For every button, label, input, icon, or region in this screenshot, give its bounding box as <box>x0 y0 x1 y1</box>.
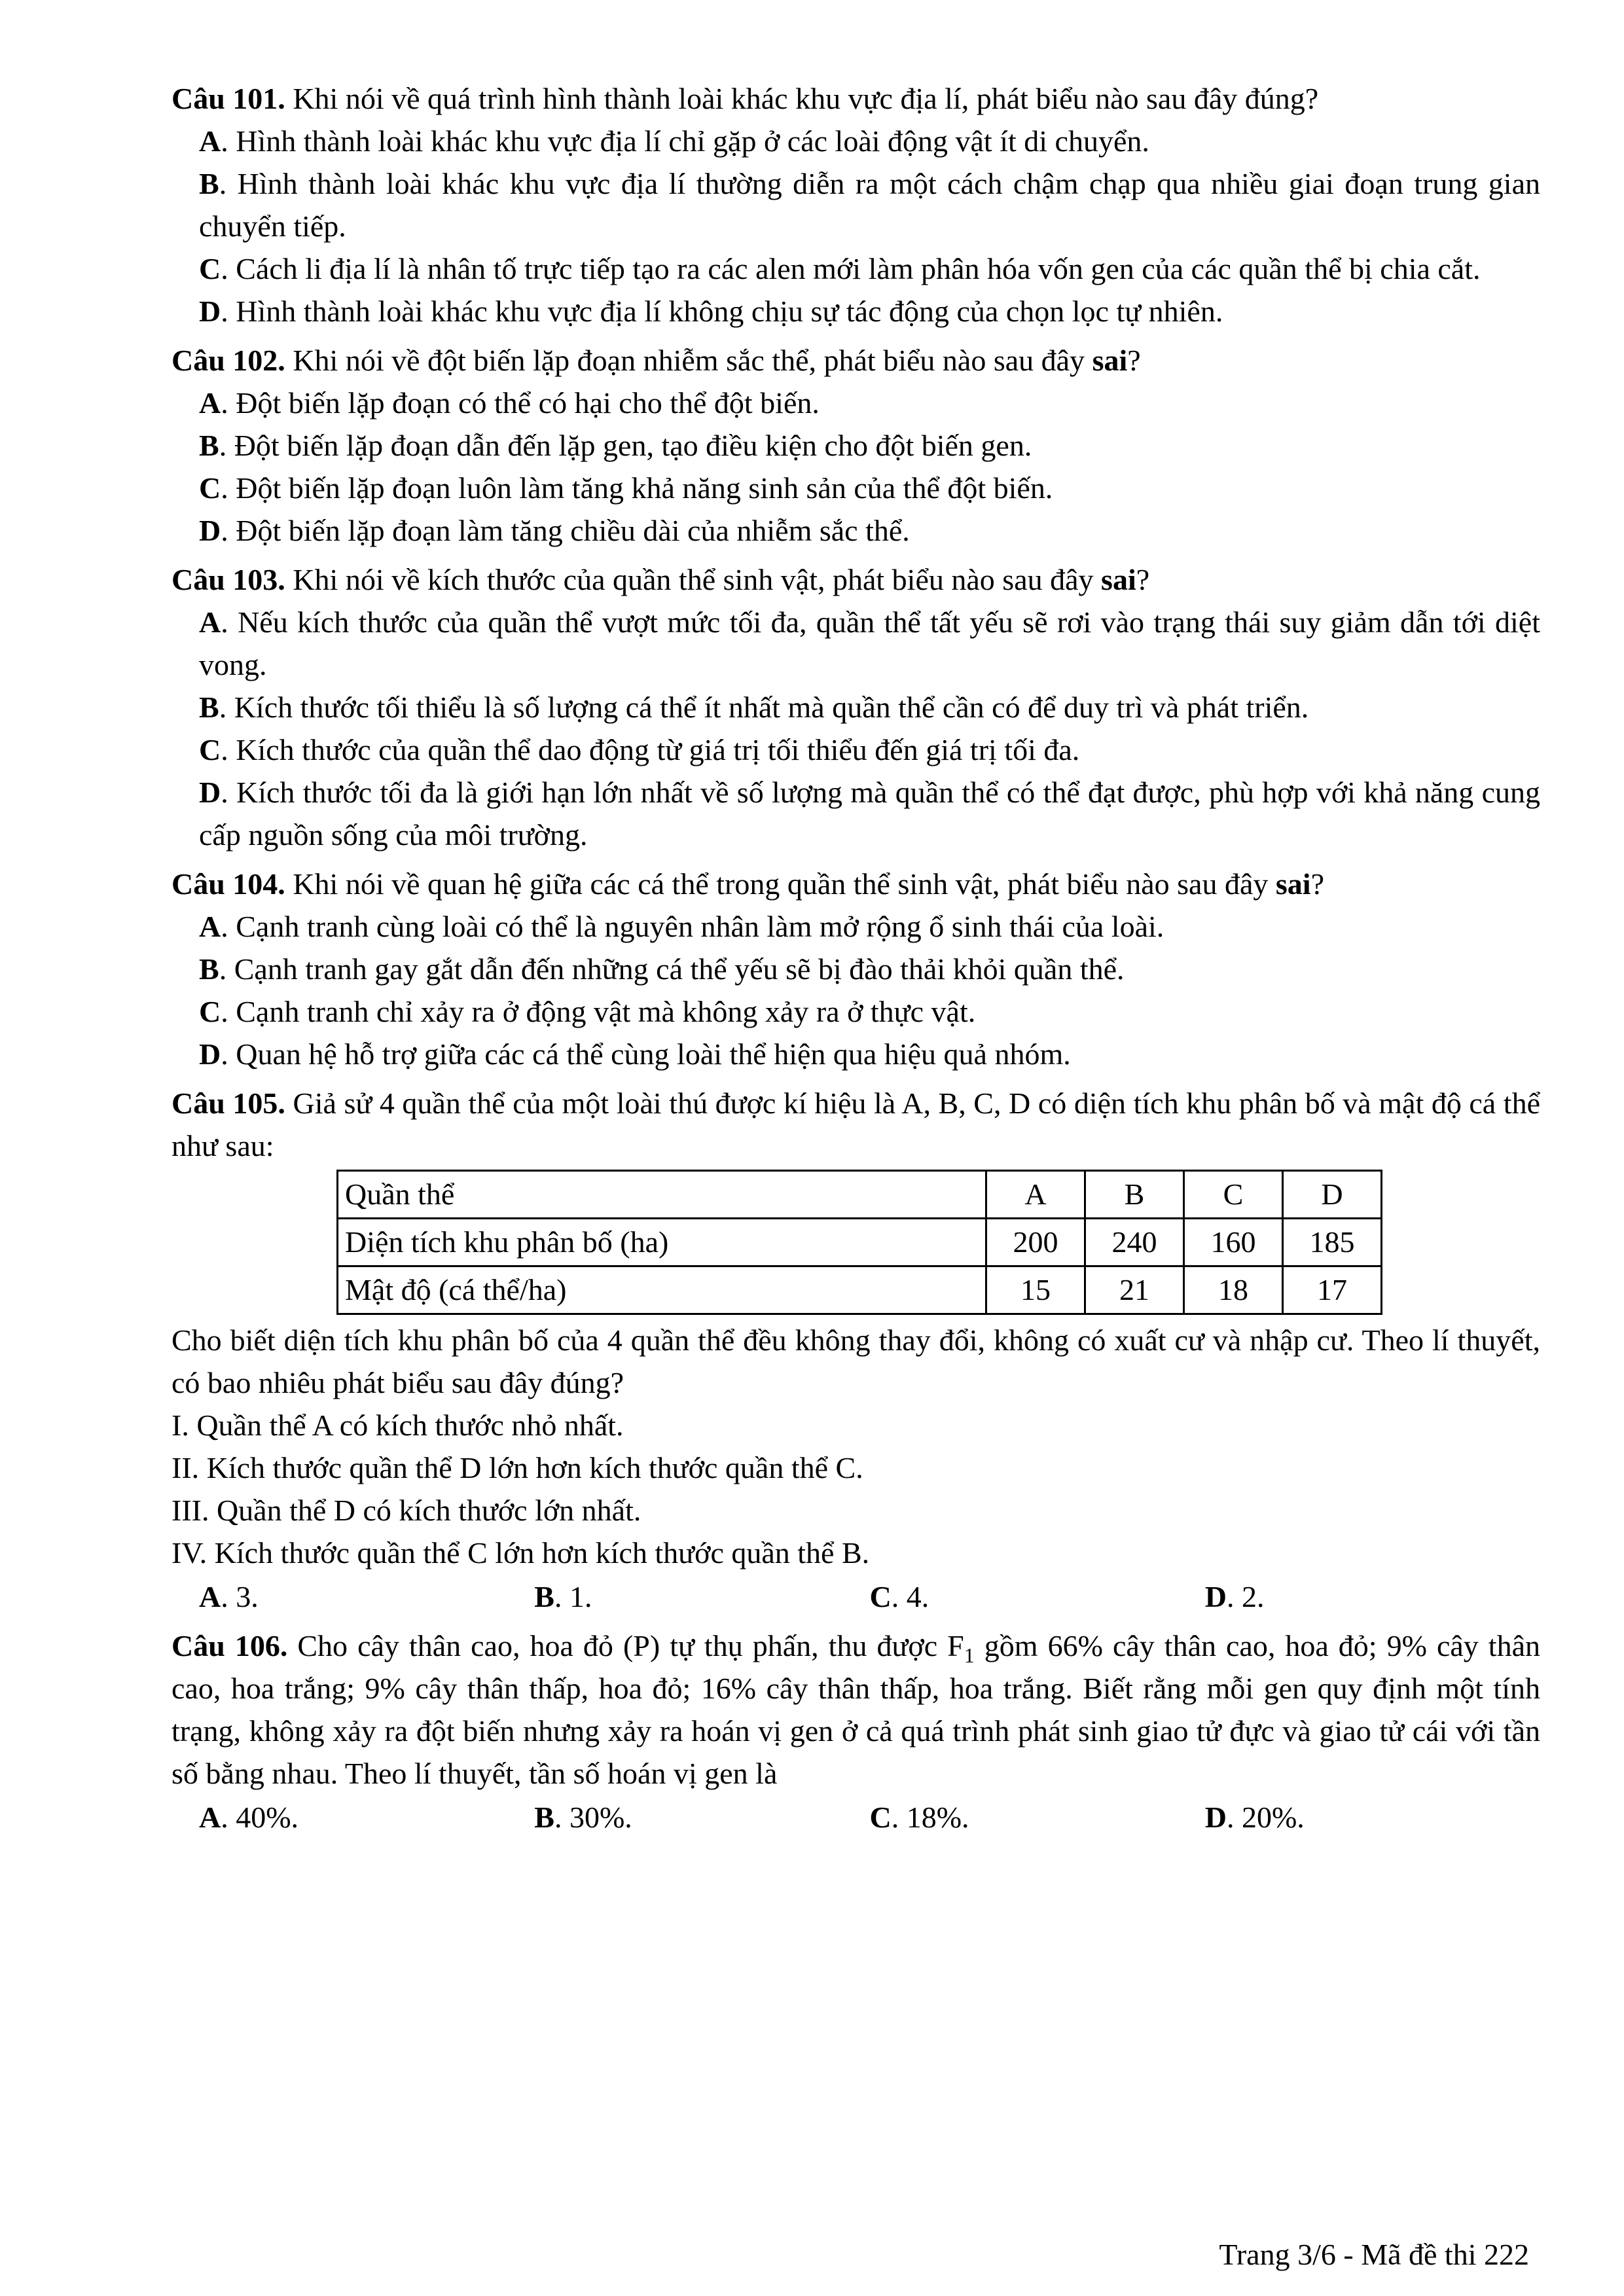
question-label: Câu 102. <box>171 344 285 377</box>
option-a: A. Nếu kích thước của quần thể vượt mức tối đa, quần thể tất yếu sẽ rơi vào trạng thái suy giảm dẫn tới diệt vong. <box>199 605 1541 681</box>
question-label: Câu 105. <box>171 1086 285 1120</box>
statement-4: IV. Kích thước quần thể C lớn hơn kích thước quần thể B. <box>171 1536 870 1570</box>
option-b: B. 30%. <box>534 1801 632 1834</box>
option-b: B. 1. <box>534 1580 592 1613</box>
question-text: Giả sử 4 quần thể của một loài thú được kí hiệu là A, B, C, D có diện tích khu phân bố và mật độ cá thể như sau: <box>171 1086 1540 1162</box>
option-d: D. 20%. <box>1204 1801 1305 1834</box>
table-header-row <box>338 1171 1382 1219</box>
option-a: A. Đột biến lặp đoạn có thể có hại cho thể đột biến. <box>199 386 820 420</box>
population-table <box>336 1170 1382 1315</box>
option-c: C. 18%. <box>869 1801 969 1834</box>
question-stem <box>171 77 1540 120</box>
option-b: B. Kích thước tối thiểu là số lượng cá thể ít nhất mà quần thể cần có để duy trì và phát triển. <box>199 691 1309 724</box>
question-text: Khi nói về quan hệ giữa các cá thể trong quần thể sinh vật, phát biểu nào sau đây <box>293 867 1269 901</box>
option-b: B. Hình thành loài khác khu vực địa lí thường diễn ra một cách chậm chạp qua nhiều giai đoạn trung gian chuyển tiếp. <box>199 167 1540 243</box>
option-c: C. Cách li địa lí là nhân tố trực tiếp tạo ra các alen mới làm phân hóa vốn gen của các quần thể bị chia cắt. <box>199 252 1481 285</box>
option-d: D. Đột biến lặp đoạn làm tăng chiều dài của nhiễm sắc thể. <box>199 514 910 547</box>
option-c: C. Kích thước của quần thể dao động từ giá trị tối thiểu đến giá trị tối đa. <box>199 733 1080 766</box>
question-stem: Câu 103. Khi nói về kích thước của quần thể sinh vật, phát biểu nào sau đây sai? <box>171 563 1150 596</box>
answer-options <box>171 1796 1540 1839</box>
row-label: Mật độ (cá thể/ha) <box>338 1266 986 1314</box>
table-row <box>338 1219 1382 1266</box>
option-a: A. Cạnh tranh cùng loài có thể là nguyên nhân làm mở rộng ổ sinh thái của loài. <box>199 910 1164 943</box>
question-stem <box>171 1082 1540 1167</box>
question-stem: Câu 102. Khi nói về đột biến lặp đoạn nhiễm sắc thể, phát biểu nào sau đây sai? <box>171 344 1141 377</box>
option-a: A. 40%. <box>199 1801 299 1834</box>
option-d: D. Kích thước tối đa là giới hạn lớn nhất về số lượng mà quần thể có thể đạt được, phù hợp với khả năng cung cấp nguồn sống của môi trường. <box>199 776 1540 852</box>
question-102 <box>171 339 1540 552</box>
question-label: Câu 101. <box>171 82 285 115</box>
table-header-label: Quần thể <box>338 1171 986 1219</box>
question-stem: Câu 106. Cho cây thân cao, hoa đỏ (P) tự thụ phấn, thu được $F_1$ gồm 66% cây thân cao, hoa đỏ; 9% cây thân cao, hoa trắng; 9% cây thân thấp, hoa đỏ; 16% cây thân thấp, hoa trắng. Biết rằng mỗi gen quy định một tính trạng, không xảy ra đột biến nhưng xảy ra hoán vị gen ở cả quá trình phát sinh giao tử đực và giao tử cái với tần số bằng nhau. Theo lí thuyết, tần số hoán vị gen là <box>171 1629 1541 1790</box>
option-a: A. Hình thành loài khác khu vực địa lí chỉ gặp ở các loài động vật ít di chuyển. <box>199 124 1149 158</box>
table-cell: 21 <box>1085 1266 1184 1314</box>
question-105 <box>171 1082 1540 1618</box>
question-text: Khi nói về kích thước của quần thể sinh vật, phát biểu nào sau đây <box>293 563 1094 596</box>
statement-2: II. Kích thước quần thể D lớn hơn kích thước quần thể C. <box>171 1451 863 1484</box>
subscript: 1 <box>964 1643 975 1668</box>
page-footer: Trang 3/6 - Mã đề thi 222 <box>1219 2238 1529 2271</box>
table-cell: 17 <box>1283 1266 1382 1314</box>
table-header-cell: D <box>1283 1171 1382 1219</box>
table-cell: 200 <box>986 1219 1085 1266</box>
question-stem: Câu 104. Khi nói về quan hệ giữa các cá thể trong quần thể sinh vật, phát biểu nào sau đây sai? <box>171 867 1325 901</box>
row-label: Diện tích khu phân bố (ha) <box>338 1219 986 1266</box>
question-label: Câu 104. <box>171 867 285 901</box>
table-header-cell: A <box>986 1171 1085 1219</box>
answer-options <box>171 1575 1540 1618</box>
option-a: A. 3. <box>199 1580 259 1613</box>
option-d: D. Quan hệ hỗ trợ giữa các cá thể cùng loài thể hiện qua hiệu quả nhóm. <box>199 1037 1071 1071</box>
question-label: Câu 103. <box>171 563 285 596</box>
question-106 <box>171 1624 1540 1839</box>
option-b: B. Đột biến lặp đoạn dẫn đến lặp gen, tạo điều kiện cho đột biến gen. <box>199 429 1032 462</box>
question-followup: Cho biết diện tích khu phân bố của 4 quần thể đều không thay đổi, không có xuất cư và nhập cư. Theo lí thuyết, có bao nhiêu phát biểu sau đây đúng? <box>171 1323 1540 1399</box>
option-b: B. Cạnh tranh gay gắt dẫn đến những cá thể yếu sẽ bị đào thải khỏi quần thể. <box>199 952 1125 986</box>
table-cell: 185 <box>1283 1219 1382 1266</box>
question-label: Câu 106. <box>171 1629 288 1662</box>
table-header-cell: C <box>1184 1171 1283 1219</box>
table-cell: 160 <box>1184 1219 1283 1266</box>
table-cell: 18 <box>1184 1266 1283 1314</box>
question-103 <box>171 558 1540 856</box>
table-cell: 15 <box>986 1266 1085 1314</box>
table-header-cell: B <box>1085 1171 1184 1219</box>
table-cell: 240 <box>1085 1219 1184 1266</box>
option-c: C. Cạnh tranh chỉ xảy ra ở động vật mà không xảy ra ở thực vật. <box>199 995 976 1028</box>
option-d: D. 2. <box>1204 1580 1265 1613</box>
question-text: Khi nói về quá trình hình thành loài khác khu vực địa lí, phát biểu nào sau đây đúng? <box>293 82 1319 115</box>
table-row <box>338 1266 1382 1314</box>
option-d: D. Hình thành loài khác khu vực địa lí không chịu sự tác động của chọn lọc tự nhiên. <box>199 295 1223 328</box>
option-c: C. 4. <box>869 1580 929 1613</box>
question-text: Khi nói về đột biến lặp đoạn nhiễm sắc thể, phát biểu nào sau đây <box>293 344 1085 377</box>
option-c: C. Đột biến lặp đoạn luôn làm tăng khả năng sinh sản của thể đột biến. <box>199 471 1053 505</box>
statement-1: I. Quần thể A có kích thước nhỏ nhất. <box>171 1408 624 1442</box>
question-101 <box>171 77 1540 332</box>
question-104 <box>171 863 1540 1075</box>
statement-3: III. Quần thể D có kích thước lớn nhất. <box>171 1494 641 1527</box>
